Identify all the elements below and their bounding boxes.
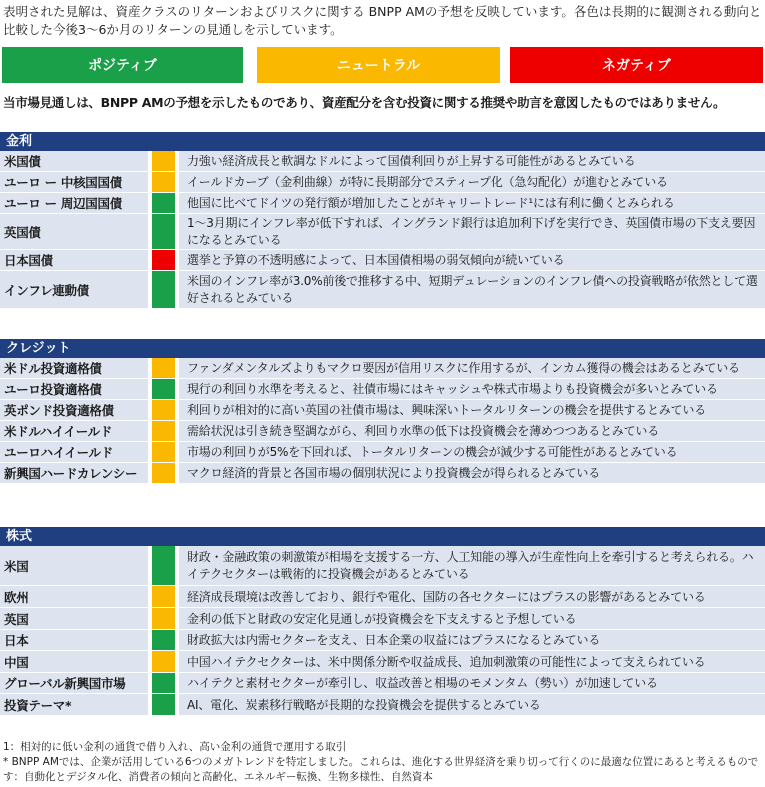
legend-negative: ネガティブ	[510, 47, 763, 83]
footnote-2: * BNPP AMでは、企業が活用している6つのメガトレンドを特定しました。これらは、進化する世界経済を乗り切って行くのに最適な位置にあると考えるものです：自動化とデジタル化、消費者の傾向と高齢化、エネルギー転換、生物多様性、自然資本	[3, 756, 759, 783]
outlook-description: 米国のインフレ率が3.0%前後で推移する中、短期デュレーションのインフレ債への投資戦略が依然として選好されるとみている	[179, 271, 765, 308]
legend-positive: ポジティブ	[2, 47, 243, 83]
outlook-signal-positive	[152, 546, 175, 585]
asset-class-name: 新興国ハードカレンシー	[0, 463, 148, 483]
legend-neutral: ニュートラル	[257, 47, 500, 83]
asset-class-name: 英ポンド投資適格債	[0, 400, 148, 420]
intro-text: 表明された見解は、資産クラスのリターンおよびリスクに関する BNPP AMの予想を反映しています。各色は長期的に観測される動向と比較した今後3～6か月のリターンの見通しを示しています。	[3, 4, 762, 37]
section-title: 金利	[0, 131, 765, 151]
section-title: クレジット	[0, 338, 765, 358]
outlook-description: 力強い経済成長と軟調なドルによって国債利回りが上昇する可能性があるとみている	[179, 151, 765, 171]
table-row	[0, 193, 765, 214]
table-row	[0, 608, 765, 630]
outlook-signal-positive	[152, 271, 175, 308]
table-row	[0, 694, 765, 716]
outlook-signal-positive	[152, 630, 175, 650]
outlook-signal-neutral	[152, 358, 175, 378]
section-credit	[0, 338, 765, 484]
outlook-signal-neutral	[152, 651, 175, 672]
outlook-description: イールドカーブ（金利曲線）が特に長期部分でスティープ化（急勾配化）が進むとみている	[179, 172, 765, 192]
outlook-description: 需給状況は引き続き堅調ながら、利回り水準の低下は投資機会を薄めつつあるとみている	[179, 421, 765, 441]
asset-class-name: ユーロハイイールド	[0, 442, 148, 462]
table-row	[0, 214, 765, 250]
table-row	[0, 586, 765, 608]
asset-class-name: ユーロ ー 中核国国債	[0, 172, 148, 192]
outlook-description: 中国ハイテクセクターは、米中関係分断や収益成長、追加刺激策の可能性によって支えられている	[179, 651, 765, 672]
disclaimer: 当市場見通しは、BNPP AMの予想を示したものであり、資産配分を含む投資に関する推奨や助言を意図したものではありません。	[3, 95, 726, 110]
outlook-description: 財政拡大は内需セクターを支え、日本企業の収益にはプラスになるとみている	[179, 630, 765, 650]
outlook-signal-positive	[152, 193, 175, 213]
outlook-signal-positive	[152, 694, 175, 715]
asset-class-name: 英国	[0, 608, 148, 629]
outlook-description: 選挙と予算の不透明感によって、日本国債相場の弱気傾向が続いている	[179, 250, 765, 270]
asset-class-name: グローバル新興国市場	[0, 673, 148, 693]
table-row	[0, 463, 765, 484]
outlook-signal-neutral	[152, 400, 175, 420]
asset-class-name: 米国債	[0, 151, 148, 171]
table-row	[0, 421, 765, 442]
table-row	[0, 151, 765, 172]
outlook-description: ファンダメンタルズよりもマクロ要因が信用リスクに作用するが、インカム獲得の機会はあるとみている	[179, 358, 765, 378]
asset-class-name: 中国	[0, 651, 148, 672]
asset-class-name: 投資テーマ*	[0, 694, 148, 715]
outlook-signal-negative	[152, 250, 175, 270]
outlook-description: 市場の利回りが5%を下回れば、トータルリターンの機会が減少する可能性があるとみている	[179, 442, 765, 462]
table-row	[0, 271, 765, 309]
asset-class-name: ユーロ投資適格債	[0, 379, 148, 399]
outlook-signal-neutral	[152, 421, 175, 441]
outlook-description: 利回りが相対的に高い英国の社債市場は、興味深いトータルリターンの機会を提供するとみている	[179, 400, 765, 420]
table-row	[0, 651, 765, 673]
outlook-description: 他国に比べてドイツの発行額が増加したことがキャリートレード¹には有利に働くとみられる	[179, 193, 765, 213]
table-row	[0, 673, 765, 694]
outlook-description: AI、電化、炭素移行戦略が長期的な投資機会を提供するとみている	[179, 694, 765, 715]
table-row	[0, 379, 765, 400]
asset-class-name: 米国	[0, 546, 148, 585]
table-row	[0, 358, 765, 379]
outlook-signal-neutral	[152, 586, 175, 607]
outlook-description: 財政・金融政策の刺激策が相場を支援する一方、人工知能の導入が生産性向上を牽引すると考えられる。ハイテクセクターは戦術的に投資機会があるとみている	[179, 546, 765, 585]
asset-class-name: 日本	[0, 630, 148, 650]
asset-class-name: 英国債	[0, 214, 148, 249]
outlook-signal-neutral	[152, 172, 175, 192]
table-row	[0, 546, 765, 586]
table-row	[0, 250, 765, 271]
table-row	[0, 442, 765, 463]
outlook-signal-neutral	[152, 151, 175, 171]
outlook-description: 1～3月期にインフレ率が低下すれば、イングランド銀行は追加利下げを実行でき、英国債市場の下支え要因になるとみている	[179, 214, 765, 249]
outlook-legend	[0, 47, 765, 83]
outlook-description: 経済成長環境は改善しており、銀行や電化、国防の各セクターにはプラスの影響があるとみている	[179, 586, 765, 607]
outlook-description: 金利の低下と財政の安定化見通しが投資機会を下支えすると予想している	[179, 608, 765, 629]
footnotes	[3, 740, 763, 785]
section-equity	[0, 526, 765, 716]
outlook-signal-positive	[152, 673, 175, 693]
section-rates	[0, 131, 765, 309]
outlook-description: 現行の利回り水準を考えると、社債市場にはキャッシュや株式市場よりも投資機会が多いとみている	[179, 379, 765, 399]
outlook-signal-neutral	[152, 608, 175, 629]
asset-class-name: ユーロ ー 周辺国国債	[0, 193, 148, 213]
section-title: 株式	[0, 526, 765, 546]
outlook-signal-neutral	[152, 463, 175, 483]
outlook-description: マクロ経済的背景と各国市場の個別状況により投資機会が得られるとみている	[179, 463, 765, 483]
outlook-signal-neutral	[152, 442, 175, 462]
table-row	[0, 630, 765, 651]
asset-class-name: 米ドルハイイールド	[0, 421, 148, 441]
asset-class-name: 日本国債	[0, 250, 148, 270]
asset-class-name: インフレ連動債	[0, 271, 148, 308]
footnote-1: 1：相対的に低い金利の通貨で借り入れ、高い金利の通貨で運用する取引	[3, 741, 347, 753]
outlook-signal-positive	[152, 379, 175, 399]
outlook-description: ハイテクと素材セクターが牽引し、収益改善と相場のモメンタム（勢い）が加速している	[179, 673, 765, 693]
table-row	[0, 172, 765, 193]
table-row	[0, 400, 765, 421]
asset-class-name: 欧州	[0, 586, 148, 607]
asset-class-name: 米ドル投資適格債	[0, 358, 148, 378]
outlook-signal-positive	[152, 214, 175, 249]
